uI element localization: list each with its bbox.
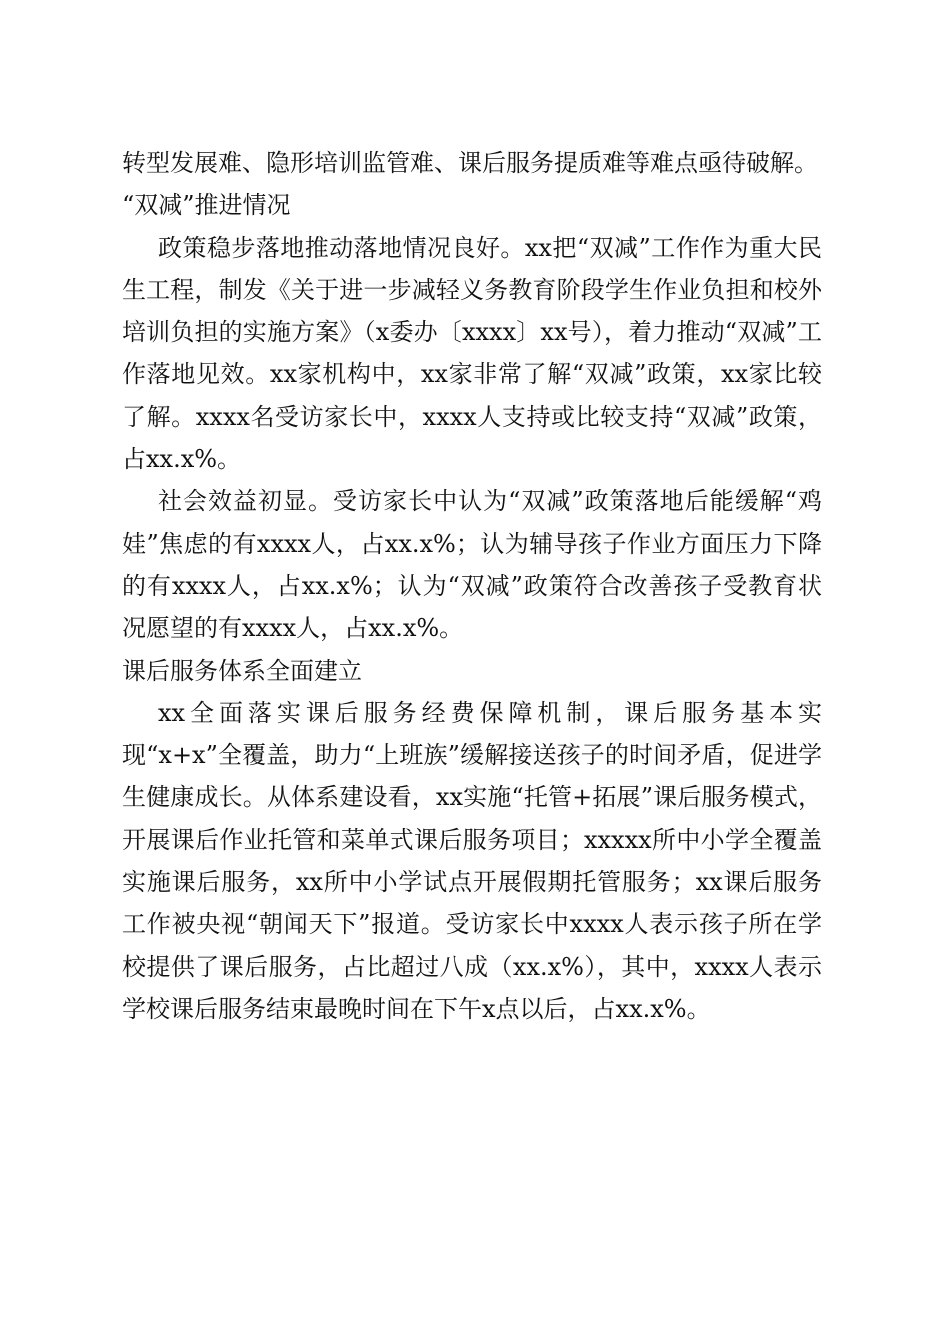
document-body bbox=[122, 142, 822, 1030]
paragraph-after-school-service: xx全面落实课后服务经费保障机制，课后服务基本实现“x+x”全覆盖，助力“上班族”缓解接送孩子的时间矛盾，促进学生健康成长。从体系建设看，xx实施“托管+拓展”课后服务模式，开展课后作业托管和菜单式课后服务项目；xxxxx所中小学全覆盖实施课后服务，xx所中小学试点开展假期托管服务；xx课后服务工作被央视“朝闻天下”报道。受访家长中xxxx人表示孩子所在学校提供了课后服务，占比超过八成（xx.x%），其中，xxxx人表示学校课后服务结束最晚时间在下午x点以后，占xx.x%。 bbox=[122, 698, 822, 1023]
section-heading-after-school-service: 课后服务体系全面建立 bbox=[122, 656, 362, 685]
paragraph-social-benefits: 社会效益初显。受访家长中认为“双减”政策落地后能缓解“鸡娃”焦虑的有xxxx人，占xx.x%；认为辅导孩子作业方面压力下降的有xxxx人，占xx.x%；认为“双减”政策符合改善孩子受教育状况愿望的有xxxx人，占xx.x%。 bbox=[122, 487, 822, 643]
paragraph-policy-implementation: 政策稳步落地推动落地情况良好。xx把“双减”工作作为重大民生工程，制发《关于进一步减轻义务教育阶段学生作业负担和校外培训负担的实施方案》（x委办〔xxxx〕xx号），着力推动“双减”工作落地见效。xx家机构中，xx家非常了解“双减”政策，xx家比较了解。xxxx名受访家长中，xxxx人支持或比较支持“双减”政策，占xx.x%。 bbox=[122, 233, 822, 474]
section-heading-double-reduction-progress: “双减”推进情况 bbox=[122, 191, 291, 220]
paragraph-continuation: 转型发展难、隐形培训监管难、课后服务提质难等难点亟待破解。 bbox=[122, 149, 818, 177]
